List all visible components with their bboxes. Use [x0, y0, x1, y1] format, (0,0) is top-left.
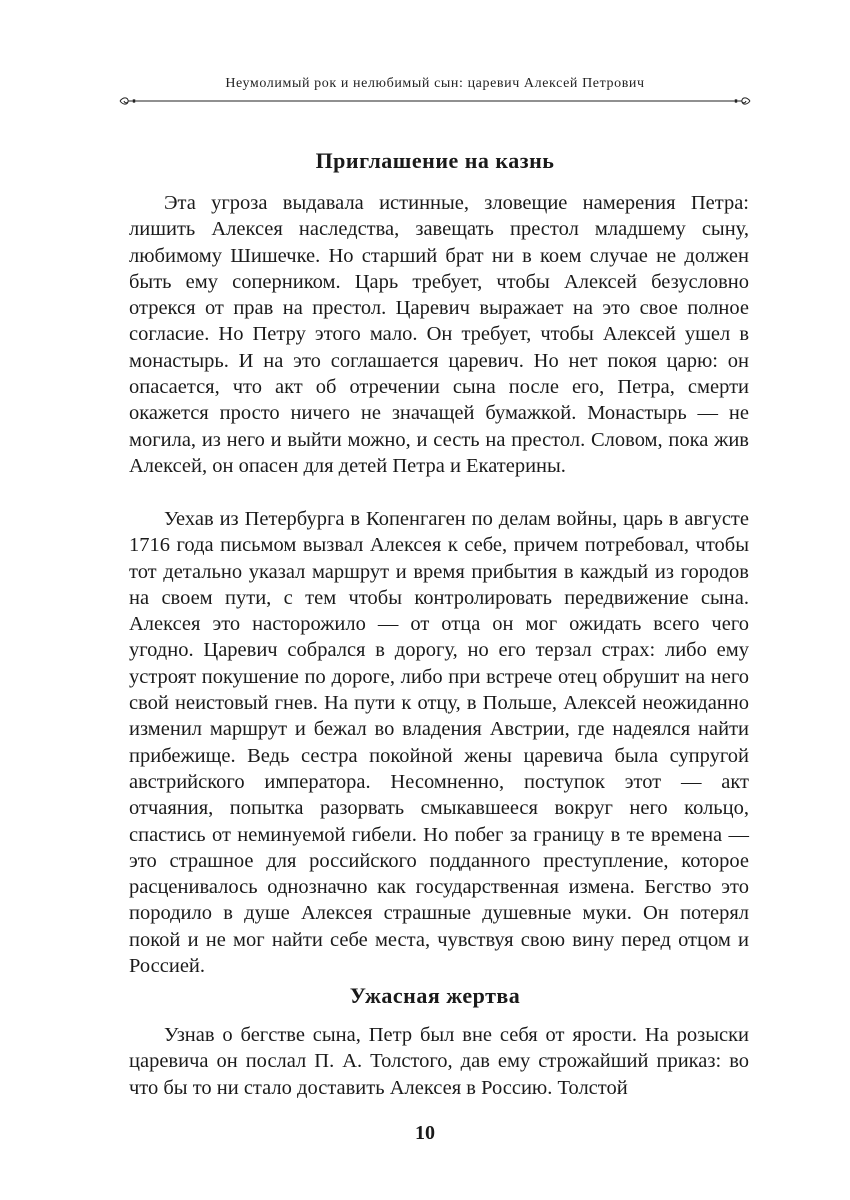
running-head: Неумолимый рок и нелюбимый сын: царевич Алексей Петрович — [225, 76, 645, 91]
section-title: Ужасная жертва — [349, 983, 521, 1008]
paragraph: Узнав о бегстве сына, Петр был вне себя от ярости. На розыски царевича он послал П. А. Толстого, дав ему строжайший приказ: во что бы то ни стало доставить Алексея в Россию. Толстой — [129, 1024, 749, 1099]
left-flourish-icon — [120, 98, 135, 104]
header-ornament-rule — [118, 97, 752, 105]
page-number: 10 — [415, 1122, 435, 1144]
paragraph: Эта угроза выдавала истинные, зловещие намерения Петра: лишить Алексея наследства, завещать престол младшему сыну, любимому Шишечке. Но старший брат ни в коем случае не должен быть ему соперником. Царь требует, чтобы Алексей безусловно отрекся от прав на престол. Царевич выражает на это свое полное согласие. Но Петру этого мало. Он требует, чтобы Алексей ушел в монастырь. И на это соглашается царевич. Но нет покоя царю: он опасается, что акт об отречении сына после его, Петра, смерти окажется просто ничего не значащей бумажкой. Монастырь — не могила, из него и выйти можно, и сесть на престол. Словом, пока жив Алексей, он опасен для детей Петра и Екатерины. — [129, 192, 749, 477]
section-title: Приглашение на казнь — [315, 148, 555, 173]
right-flourish-icon — [735, 98, 750, 104]
paragraph: Уехав из Петербурга в Копенгаген по делам войны, царь в августе 1716 года письмом вызвал Алексея к себе, причем потребовал, чтобы тот детально указал маршрут и время прибытия в каждый из городов на своем пути, с тем чтобы контролировать передвижение сына. Алексея это насторожило — от отца он мог ожидать всего чего угодно. Царевич собрался в дорогу, но его терзал страх: либо ему устроят покушение по дороге, либо при встрече отец обрушит на него свой неистовый гнев. На пути к отцу, в Польше, Алексей неожиданно изменил маршрут и бежал во владения Австрии, где надеялся найти прибежище. Ведь сестра покойной жены царевича была супругой австрийского императора. Несомненно, поступок этот — акт отчаяния, попытка разорвать смыкавшееся вокруг него кольцо, спастись от неминуемой гибели. Но побег за границу в те времена — это страшное для российского подданного преступление, которое расценивалось однозначно как государственная измена. Бегство это породило в душе Алексея страшные душевные муки. Он потерял покой и не мог найти себе места, чувствуя свою вину перед отцом и Россией. — [129, 508, 749, 978]
